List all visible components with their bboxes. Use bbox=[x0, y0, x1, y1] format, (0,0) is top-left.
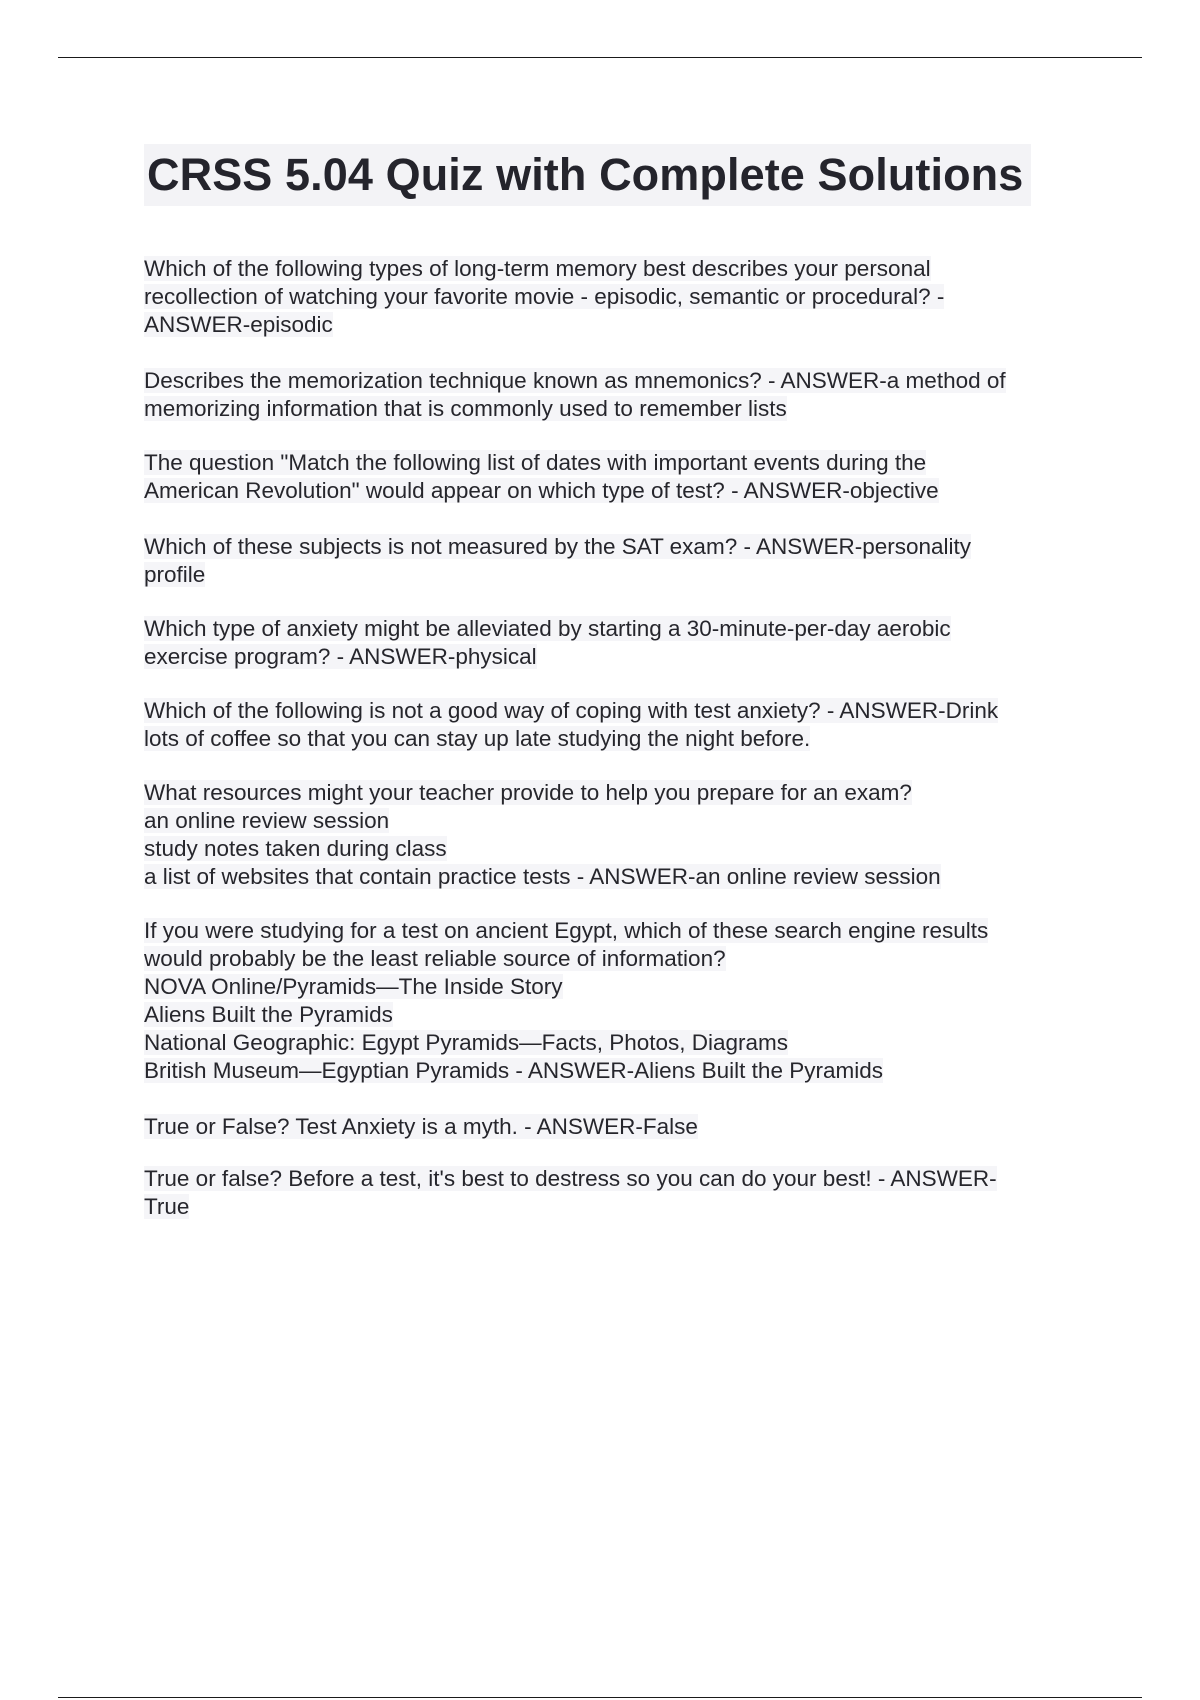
qa-item bbox=[144, 1113, 1084, 1141]
qa-line-text: Which of the following is not a good way of coping with test anxiety? - ANSWER-Drink bbox=[144, 698, 999, 723]
qa-line-text: American Revolution" would appear on which type of test? - ANSWER-objective bbox=[144, 478, 939, 503]
qa-line bbox=[144, 697, 1084, 725]
qa-line-text: Aliens Built the Pyramids bbox=[144, 1002, 393, 1027]
qa-line bbox=[144, 1193, 1084, 1221]
qa-line bbox=[144, 1057, 1084, 1085]
qa-line bbox=[144, 835, 1084, 863]
qa-item bbox=[144, 615, 1084, 671]
qa-line bbox=[144, 533, 1084, 561]
qa-line-text: True or False? Test Anxiety is a myth. - ANSWER-False bbox=[144, 1114, 698, 1139]
qa-line bbox=[144, 1165, 1084, 1193]
qa-line bbox=[144, 807, 1084, 835]
qa-item bbox=[144, 367, 1084, 423]
qa-line-text: would probably be the least reliable source of information? bbox=[144, 946, 726, 971]
qa-line bbox=[144, 725, 1084, 753]
qa-item bbox=[144, 449, 1084, 505]
qa-line-text: National Geographic: Egypt Pyramids—Facts, Photos, Diagrams bbox=[144, 1030, 789, 1055]
qa-line-text: NOVA Online/Pyramids—The Inside Story bbox=[144, 974, 563, 999]
qa-line-text: Which of these subjects is not measured by the SAT exam? - ANSWER-personality bbox=[144, 534, 972, 559]
qa-line-text: ANSWER-episodic bbox=[144, 312, 333, 337]
qa-line-text: exercise program? - ANSWER-physical bbox=[144, 644, 537, 669]
qa-item bbox=[144, 697, 1084, 753]
qa-line-text: Which of the following types of long-term memory best describes your personal bbox=[144, 256, 931, 281]
qa-line-text: What resources might your teacher provide to help you prepare for an exam? bbox=[144, 780, 912, 805]
qa-line bbox=[144, 643, 1084, 671]
qa-line bbox=[144, 255, 1084, 283]
qa-line bbox=[144, 1001, 1084, 1029]
qa-line-text: True bbox=[144, 1194, 190, 1219]
qa-line bbox=[144, 367, 1084, 395]
qa-line-text: profile bbox=[144, 562, 206, 587]
qa-line-text: Which type of anxiety might be alleviated by starting a 30-minute-per-day aerobic bbox=[144, 616, 951, 641]
qa-line bbox=[144, 917, 1084, 945]
qa-line-text: study notes taken during class bbox=[144, 836, 447, 861]
qa-line bbox=[144, 615, 1084, 643]
header-rule bbox=[58, 57, 1142, 58]
qa-line-text: British Museum—Egyptian Pyramids - ANSWER-Aliens Built the Pyramids bbox=[144, 1058, 883, 1083]
qa-line bbox=[144, 395, 1084, 423]
qa-line-text: a list of websites that contain practice tests - ANSWER-an online review session bbox=[144, 864, 941, 889]
qa-item bbox=[144, 779, 1084, 891]
qa-line bbox=[144, 1029, 1084, 1057]
qa-line bbox=[144, 283, 1084, 311]
qa-line-text: memorizing information that is commonly used to remember lists bbox=[144, 396, 787, 421]
qa-line bbox=[144, 945, 1084, 973]
qa-line bbox=[144, 1113, 1084, 1141]
qa-line-text: recollection of watching your favorite movie - episodic, semantic or procedural? - bbox=[144, 284, 945, 309]
document-title: CRSS 5.04 Quiz with Complete Solutions bbox=[144, 144, 1031, 206]
qa-line bbox=[144, 973, 1084, 1001]
qa-line bbox=[144, 449, 1084, 477]
qa-line-text: The question "Match the following list of dates with important events during the bbox=[144, 450, 927, 475]
footer-rule bbox=[58, 1697, 1142, 1698]
qa-line-text: Describes the memorization technique known as mnemonics? - ANSWER-a method of bbox=[144, 368, 1006, 393]
qa-item bbox=[144, 255, 1084, 339]
qa-list bbox=[144, 255, 1084, 1221]
qa-item bbox=[144, 917, 1084, 1085]
qa-line bbox=[144, 779, 1084, 807]
qa-line bbox=[144, 863, 1084, 891]
qa-line-text: an online review session bbox=[144, 808, 390, 833]
qa-line-text: True or false? Before a test, it's best to destress so you can do your best! - ANSWER- bbox=[144, 1166, 997, 1191]
qa-line-text: lots of coffee so that you can stay up late studying the night before. bbox=[144, 726, 811, 751]
qa-line bbox=[144, 311, 1084, 339]
qa-line bbox=[144, 477, 1084, 505]
qa-item bbox=[144, 1165, 1084, 1221]
qa-item bbox=[144, 533, 1084, 589]
qa-line bbox=[144, 561, 1084, 589]
qa-line-text: If you were studying for a test on ancient Egypt, which of these search engine results bbox=[144, 918, 989, 943]
